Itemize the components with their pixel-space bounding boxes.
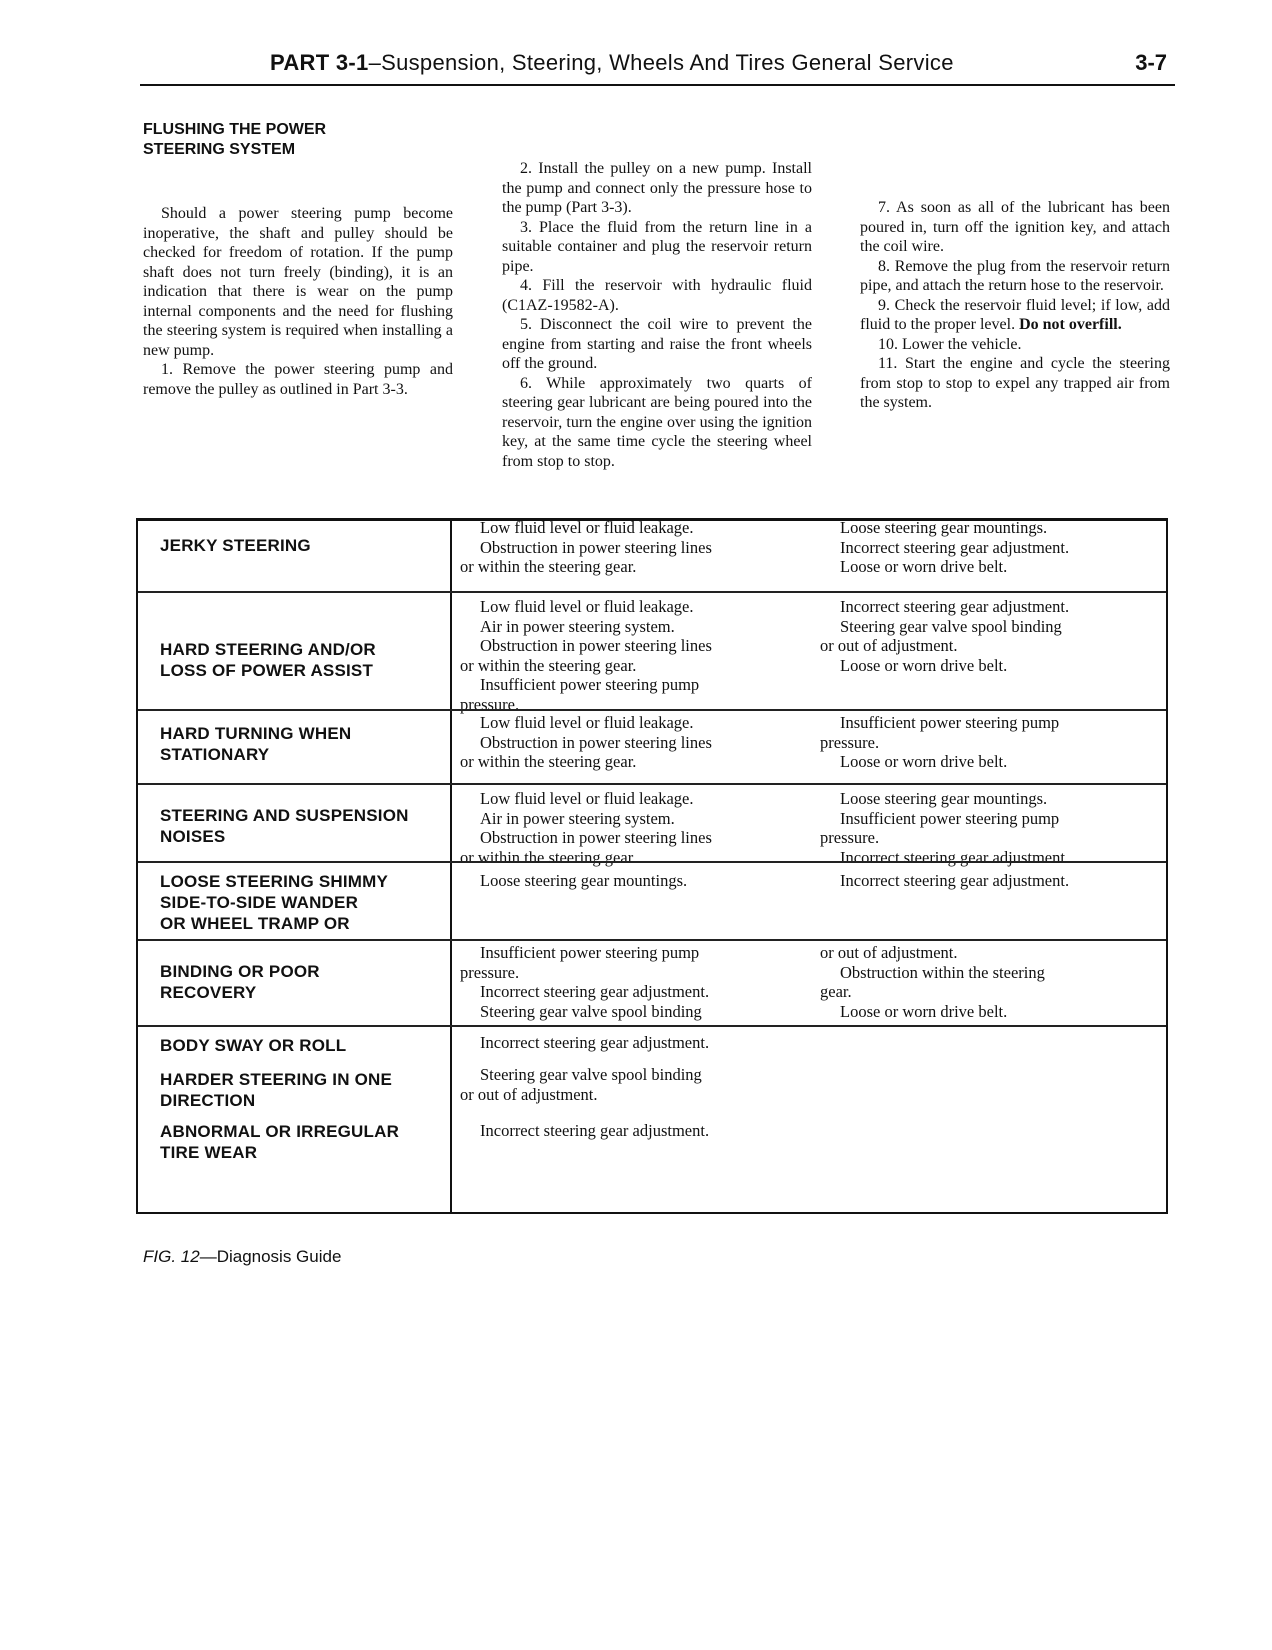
causes-column	[460, 943, 790, 1021]
section-title	[143, 120, 453, 160]
cause-line: or within the steering gear.	[460, 655, 637, 675]
cause-line: pressure.	[820, 828, 880, 847]
causes-column	[820, 713, 1150, 772]
condition-cell	[160, 1069, 450, 1111]
step-9-warning: Do not overfill.	[1019, 316, 1122, 333]
step-8: 8. Remove the plug from the reservoir return pipe, and attach the return hose to the reservoir.	[860, 257, 1170, 294]
causes-column	[460, 597, 790, 714]
diagnosis-row	[138, 1025, 1166, 1061]
causes-column	[460, 1121, 790, 1141]
cause-line: Loose steering gear mountings.	[840, 518, 1048, 537]
cause-line: pressure.	[460, 694, 520, 714]
step-11: 11. Start the engine and cycle the steering from stop to stop to expel any trapped air from the system.	[860, 355, 1170, 411]
cause-line: or within the steering gear.	[460, 752, 637, 771]
causes-column	[820, 943, 1150, 1021]
diagnosis-row	[138, 1115, 1166, 1215]
part-title: Suspension, Steering, Wheels And Tires General Service	[381, 50, 954, 75]
cause-line: Steering gear valve spool binding	[480, 1001, 702, 1021]
cause-line: Insufficient power steering pump	[480, 943, 700, 962]
condition-cell	[160, 805, 450, 847]
condition-cell	[160, 1035, 450, 1056]
condition-cell	[160, 961, 450, 1003]
condition-cell	[160, 639, 450, 681]
causes-column	[820, 789, 1150, 867]
step-5: 5. Disconnect the coil wire to prevent the engine from starting and raise the front wheels off the ground.	[502, 316, 812, 372]
diagnosis-table	[136, 518, 1168, 1214]
cause-line: or within the steering gear.	[460, 847, 637, 867]
condition-line: LOSS OF POWER ASSIST	[160, 661, 374, 680]
step-10: 10. Lower the vehicle.	[878, 335, 1022, 353]
causes-column	[460, 789, 790, 867]
diagnosis-row	[138, 861, 1166, 941]
diagnosis-row	[138, 591, 1166, 714]
condition-line: HARD STEERING AND/OR	[160, 640, 376, 659]
cause-line: Obstruction in power steering lines	[480, 732, 712, 752]
cause-line: pressure.	[820, 732, 880, 752]
condition-cell	[160, 535, 450, 556]
header-title: PART 3-1–Suspension, Steering, Wheels And Tires General Service	[270, 50, 954, 75]
part-number: PART 3-1	[270, 50, 369, 75]
paragraph: Should a power steering pump become inoperative, the shaft and pulley should be checked for freedom of rotation. If the pump shaft does not turn freely (binding), it is an indication that there is wear on the pump internal components and the need for flushing the steering system is required when installing a new pump.	[143, 205, 453, 359]
figure-number: FIG. 12	[143, 1247, 200, 1266]
cause-line: Incorrect steering gear adjustment.	[840, 847, 1070, 867]
figure-title: Diagnosis Guide	[216, 1247, 342, 1266]
cause-line: Obstruction in power steering lines	[480, 828, 712, 847]
figure-caption: FIG. 12—Diagnosis Guide	[143, 1247, 342, 1266]
step-9	[860, 296, 1170, 335]
cause-line: Steering gear valve spool binding	[480, 1065, 702, 1084]
text-column-3	[860, 120, 1170, 413]
cause-line: Loose or worn drive belt.	[840, 655, 1008, 675]
condition-line: BODY SWAY OR ROLL	[160, 1036, 347, 1055]
cause-line: Incorrect steering gear adjustment.	[480, 1121, 710, 1140]
condition-cell	[160, 1121, 450, 1163]
cause-line: or out of adjustment.	[820, 636, 958, 655]
cause-line: Incorrect steering gear adjustment.	[840, 871, 1070, 890]
diagnosis-row	[138, 783, 1166, 867]
section-title-line: STEERING SYSTEM	[143, 141, 296, 158]
cause-line: Insufficient power steering pump	[480, 675, 700, 694]
cause-line: Air in power steering system.	[480, 808, 675, 828]
condition-line: OR WHEEL TRAMP OR	[160, 914, 350, 933]
cause-line: Obstruction in power steering lines	[480, 636, 712, 655]
cause-line: Low fluid level or fluid leakage.	[480, 713, 694, 732]
condition-line: HARDER STEERING IN ONE	[160, 1070, 393, 1089]
condition-line: RECOVERY	[160, 983, 257, 1002]
cause-line: Loose or worn drive belt.	[840, 1001, 1008, 1021]
step-9-text: 9. Check the reservoir fluid level; if low, add fluid to the proper level.	[860, 296, 1170, 333]
condition-line: SIDE-TO-SIDE WANDER	[160, 893, 359, 912]
diagnosis-row	[138, 1059, 1166, 1115]
causes-column	[460, 1033, 790, 1053]
text-column-1	[143, 120, 453, 399]
step-3: 3. Place the fluid from the return line in a suitable container and plug the reservoir return pipe.	[502, 218, 812, 275]
cause-line: Loose or worn drive belt.	[840, 752, 1008, 771]
section-title-line: FLUSHING THE POWER	[143, 121, 327, 138]
diagnosis-row	[138, 939, 1166, 1027]
cause-line: Low fluid level or fluid leakage.	[480, 597, 694, 616]
cause-line: Air in power steering system.	[480, 616, 675, 636]
causes-column	[820, 871, 1150, 891]
causes-column	[820, 518, 1150, 577]
page-header	[140, 48, 1175, 86]
step-7: 7. As soon as all of the lubricant has been poured in, turn off the ignition key, and attach the coil wire.	[860, 199, 1170, 255]
causes-column	[460, 713, 790, 772]
causes-column	[460, 871, 790, 891]
step-6: 6. While approximately two quarts of steering gear lubricant are being poured into the reservoir, turn the engine over using the ignition key, at the same time cycle the steering wheel from stop to stop.	[502, 374, 812, 470]
condition-line: ABNORMAL OR IRREGULAR	[160, 1122, 400, 1141]
condition-line: BINDING OR POOR	[160, 962, 320, 981]
step-2: 2. Install the pulley on a new pump. Install the pump and connect only the pressure hose to the pump (Part 3-3).	[502, 160, 812, 216]
cause-line: Incorrect steering gear adjustment.	[480, 1033, 710, 1052]
cause-line: Loose or worn drive belt.	[840, 557, 1008, 576]
condition-line: STATIONARY	[160, 745, 270, 764]
cause-line: Steering gear valve spool binding	[840, 616, 1062, 636]
causes-column	[460, 1065, 790, 1104]
causes-column	[460, 518, 790, 577]
cause-line: Low fluid level or fluid leakage.	[480, 518, 694, 537]
condition-cell	[160, 871, 450, 934]
text-column-2	[502, 120, 812, 471]
cause-line: Obstruction in power steering lines	[480, 537, 712, 557]
condition-line: HARD TURNING WHEN	[160, 724, 352, 743]
cause-line: Incorrect steering gear adjustment.	[840, 537, 1070, 557]
page-number: 3-7	[1135, 50, 1167, 75]
step-4: 4. Fill the reservoir with hydraulic fluid (C1AZ-19582-A).	[502, 277, 812, 314]
cause-line: Loose steering gear mountings.	[840, 789, 1048, 808]
cause-line: or out of adjustment.	[460, 1084, 598, 1104]
diagnosis-row	[138, 518, 1166, 591]
cause-line: Low fluid level or fluid leakage.	[480, 789, 694, 808]
condition-line: DIRECTION	[160, 1091, 256, 1110]
cause-line: Incorrect steering gear adjustment.	[480, 982, 710, 1001]
cause-line: pressure.	[460, 962, 520, 982]
diagnosis-row	[138, 709, 1166, 785]
cause-line: Obstruction within the steering	[840, 962, 1045, 982]
cause-line: or within the steering gear.	[460, 557, 637, 576]
condition-line: JERKY STEERING	[160, 536, 311, 555]
cause-line: Insufficient power steering pump	[840, 713, 1060, 732]
cause-line: gear.	[820, 982, 852, 1001]
step-1: 1. Remove the power steering pump and remove the pulley as outlined in Part 3-3.	[143, 361, 453, 398]
cause-line: Incorrect steering gear adjustment.	[840, 597, 1070, 616]
cause-line: Loose steering gear mountings.	[480, 871, 688, 890]
causes-column	[820, 597, 1150, 675]
condition-line: STEERING AND SUSPENSION	[160, 806, 409, 825]
cause-line: Insufficient power steering pump	[840, 808, 1060, 828]
condition-line: TIRE WEAR	[160, 1143, 258, 1162]
condition-line: NOISES	[160, 827, 226, 846]
cause-line: or out of adjustment.	[820, 943, 958, 962]
condition-line: LOOSE STEERING SHIMMY	[160, 872, 389, 891]
condition-cell	[160, 723, 450, 765]
